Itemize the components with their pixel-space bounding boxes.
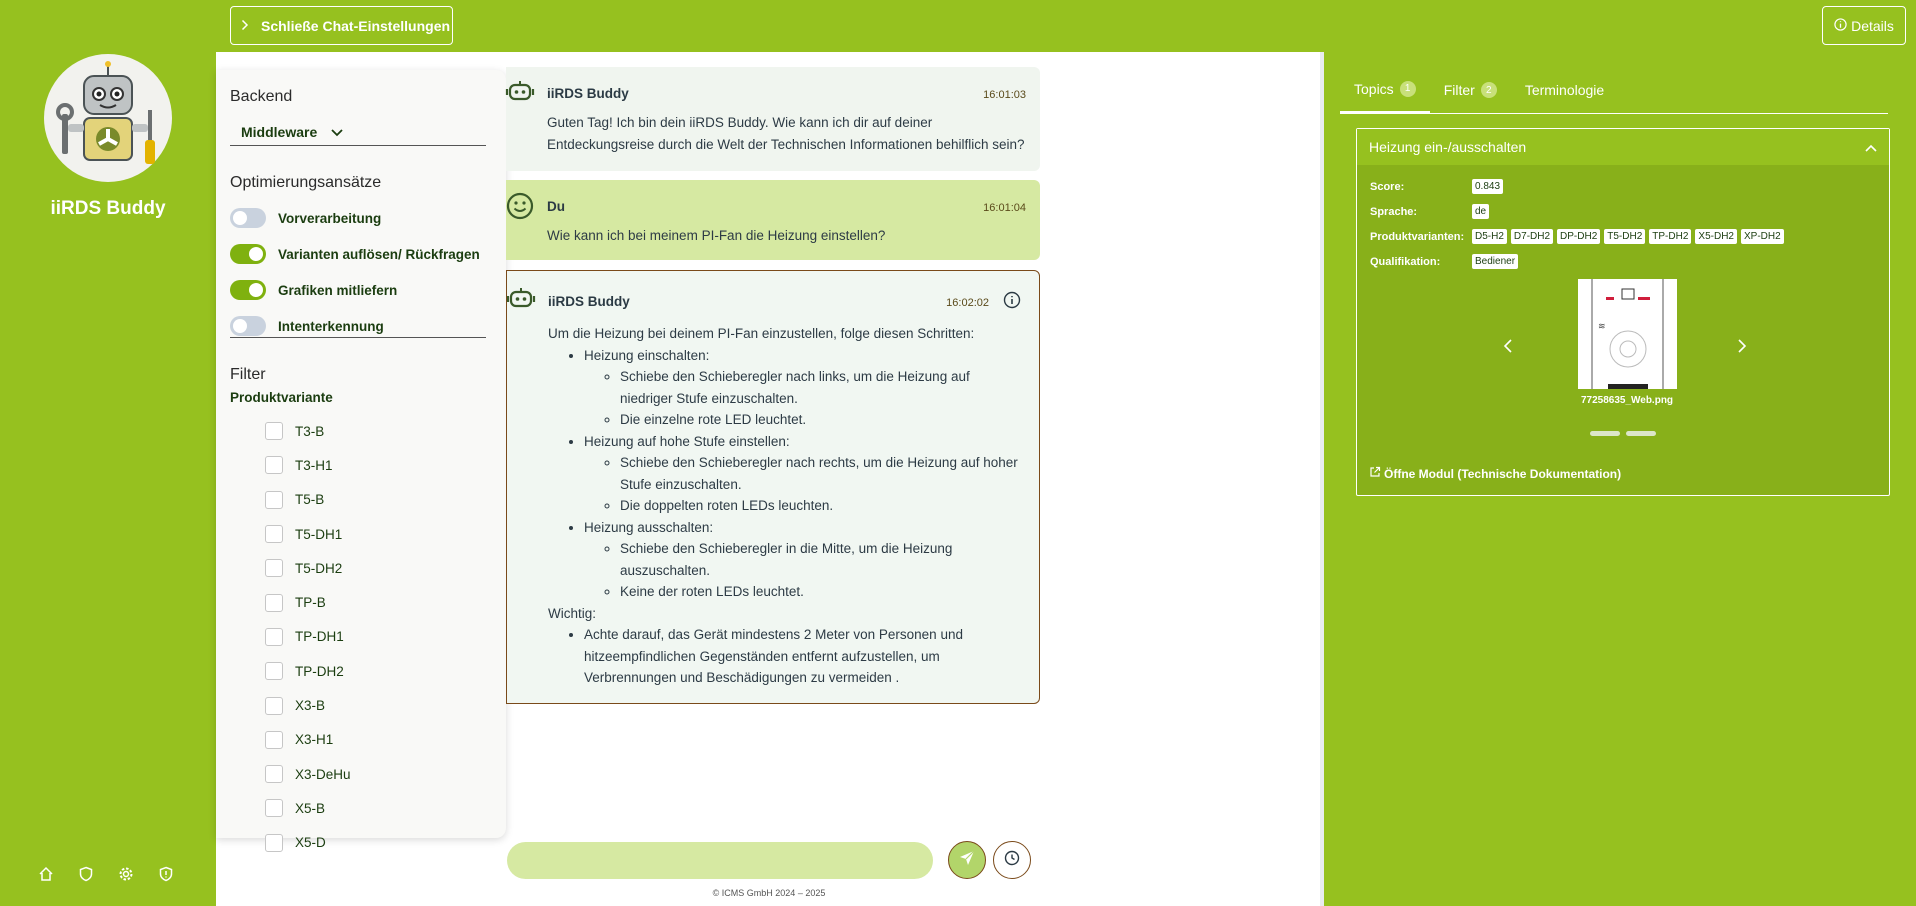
variant-checkbox-row[interactable] xyxy=(265,517,351,551)
shield-icon[interactable] xyxy=(78,866,94,882)
step-title: Heizung ausschalten: xyxy=(584,519,714,535)
variant-label: T3-B xyxy=(295,423,325,439)
variant-badge: D7-DH2 xyxy=(1511,229,1553,244)
home-icon[interactable] xyxy=(38,866,54,882)
chat-message-bot xyxy=(506,67,1040,171)
image-filename: 77258635_Web.png xyxy=(1580,395,1674,406)
toggle-switch[interactable] xyxy=(230,208,266,228)
carousel-dot[interactable] xyxy=(1590,431,1620,436)
backend-select[interactable] xyxy=(230,118,486,146)
meta-key: Qualifikation: xyxy=(1370,255,1441,268)
chat-settings-panel xyxy=(216,70,506,851)
message-time: 16:02:02 xyxy=(946,297,989,309)
robot-icon xyxy=(506,79,534,110)
robot-avatar xyxy=(44,54,172,182)
details-tabs xyxy=(1340,66,1888,114)
filter-label: Filter xyxy=(230,366,266,383)
topic-card xyxy=(1356,128,1890,496)
checkbox[interactable] xyxy=(265,628,283,646)
list-item: ◦ Keine der roten LEDs leuchtet. xyxy=(620,581,1025,603)
toggle-row[interactable] xyxy=(230,236,486,272)
footer-copyright: © ICMS GmbH 2024 – 2025 xyxy=(712,888,826,898)
variant-label: TP-DH1 xyxy=(295,629,344,645)
checkbox[interactable] xyxy=(265,834,283,852)
list-item: ◦ Die doppelten roten LEDs leuchten. xyxy=(620,495,1025,517)
variant-checkbox-row[interactable] xyxy=(265,688,351,722)
robot-icon xyxy=(507,286,535,317)
language-badge: de xyxy=(1472,204,1489,219)
variant-badge: TP-DH2 xyxy=(1649,229,1691,244)
note-label: Wichtig: xyxy=(548,605,597,621)
count-badge: 1 xyxy=(1400,81,1416,97)
variant-checkbox-row[interactable] xyxy=(265,826,351,860)
tab-terminology[interactable] xyxy=(1511,66,1618,114)
variant-badge: XP-DH2 xyxy=(1741,229,1784,244)
meta-key: Score: xyxy=(1370,180,1405,193)
variant-label: X5-B xyxy=(295,800,326,816)
toggle-label: Vorverarbeitung xyxy=(278,210,382,226)
history-button[interactable] xyxy=(993,841,1031,879)
variant-label: T5-DH1 xyxy=(295,526,343,542)
open-module-label: Öffne Modul (Technische Dokumentation) xyxy=(1384,466,1622,481)
checkbox[interactable] xyxy=(265,456,283,474)
score-row xyxy=(1370,179,1503,194)
step-title: Heizung auf hohe Stufe einstellen: xyxy=(584,433,790,449)
variants-row xyxy=(1370,229,1784,244)
smiley-icon xyxy=(506,192,534,227)
variant-checklist xyxy=(265,414,351,860)
tab-label: Terminologie xyxy=(1524,82,1605,98)
message-text: Wie kann ich bei meinem PI-Fan die Heizung einstellen? xyxy=(547,228,886,243)
carousel-indicators xyxy=(1590,431,1656,436)
toggle-row[interactable] xyxy=(230,272,486,308)
list-item: ◦ Die einzelne rote LED leuchtet. xyxy=(620,409,1025,431)
carousel-next-icon[interactable] xyxy=(1737,337,1747,360)
message-time: 16:01:04 xyxy=(983,202,1026,214)
open-module-link[interactable] xyxy=(1369,466,1621,481)
list-item: ◦ Schiebe den Schieberegler in die Mitte, um die Heizung auszuschalten. xyxy=(620,538,1025,581)
language-row xyxy=(1370,204,1489,219)
chevron-down-icon xyxy=(331,124,343,140)
info-icon[interactable] xyxy=(1003,291,1021,316)
list-item: ◦ Schiebe den Schieberegler nach rechts, um die Heizung auf hoher Stufe einzuschalten. xyxy=(620,452,1025,495)
carousel-dot[interactable] xyxy=(1626,431,1656,436)
list-item xyxy=(584,431,1025,517)
list-item: ◦ Schiebe den Schieberegler nach links, um die Heizung auf niedriger Stufe einzuschalten. xyxy=(620,366,1025,409)
close-settings-label: Schließe Chat-Einstellungen xyxy=(261,17,451,34)
variant-checkbox-row[interactable] xyxy=(265,585,351,619)
optimization-toggles xyxy=(230,200,486,344)
message-author: iiRDS Buddy xyxy=(548,294,630,309)
product-variant-label: Produktvariante xyxy=(230,390,333,405)
checkbox[interactable] xyxy=(265,765,283,783)
variant-checkbox-row[interactable] xyxy=(265,483,351,517)
external-link-icon xyxy=(1369,466,1381,481)
gear-icon[interactable] xyxy=(118,866,134,882)
tab-topics[interactable] xyxy=(1340,66,1430,114)
carousel-prev-icon[interactable] xyxy=(1503,337,1513,360)
list-item xyxy=(584,345,1025,431)
toggle-label: Grafiken mitliefern xyxy=(278,282,398,298)
step-title: Heizung einschalten: xyxy=(584,347,710,363)
variant-label: X3-DeHu xyxy=(295,766,351,782)
toggle-label: Intenterkennung xyxy=(278,318,384,334)
toggle-label: Varianten auflösen/ Rückfragen xyxy=(278,246,480,262)
variant-label: X3-B xyxy=(295,698,326,714)
shield-check-icon[interactable] xyxy=(158,866,174,882)
variant-label: TP-DH2 xyxy=(295,663,344,679)
checkbox[interactable] xyxy=(265,799,283,817)
backend-label: Backend xyxy=(230,88,293,105)
chevron-right-icon xyxy=(241,18,249,34)
divider xyxy=(230,337,486,338)
details-panel xyxy=(1324,52,1916,906)
backend-value: Middleware xyxy=(241,123,318,140)
info-icon xyxy=(1834,18,1847,34)
message-author: iiRDS Buddy xyxy=(547,86,629,101)
variant-label: X3-H1 xyxy=(295,732,334,748)
tab-filter[interactable] xyxy=(1430,66,1511,114)
variant-badge: DP-DH2 xyxy=(1557,229,1600,244)
checkbox[interactable] xyxy=(265,525,283,543)
checkbox[interactable] xyxy=(265,594,283,612)
list-item: • Achte darauf, das Gerät mindestens 2 Meter von Personen und hitzeempfindlichen Gegenständen entfernt aufzustellen, um Verbrennungen und Beschädigungen zu vermeiden . xyxy=(584,624,1025,689)
variant-label: T3-H1 xyxy=(295,457,333,473)
checkbox[interactable] xyxy=(265,731,283,749)
close-settings-button[interactable] xyxy=(230,6,453,45)
variant-checkbox-row[interactable] xyxy=(265,757,351,791)
checkbox[interactable] xyxy=(265,697,283,715)
svg-text:≋: ≋ xyxy=(1598,322,1606,332)
list-item xyxy=(584,517,1025,603)
variant-badge: T5-DH2 xyxy=(1604,229,1645,244)
variant-label: X5-D xyxy=(295,835,326,851)
message-text xyxy=(548,323,1025,689)
topic-card-header[interactable] xyxy=(1357,129,1889,165)
topic-title: Heizung ein-/ausschalten xyxy=(1369,139,1527,155)
tab-label: Topics xyxy=(1354,80,1394,97)
qualification-row xyxy=(1370,254,1518,269)
message-text: Guten Tag! Ich bin dein iiRDS Buddy. Wie kann ich dir auf deiner Entdeckungsreise durch die Welt der Technischen Informationen behilflich sein? xyxy=(547,115,1025,152)
message-time: 16:01:03 xyxy=(983,89,1026,101)
variant-checkbox-row[interactable] xyxy=(265,551,351,585)
variant-checkbox-row[interactable] xyxy=(265,448,351,482)
score-badge: 0.843 xyxy=(1472,179,1503,194)
meta-key: Produktvarianten: xyxy=(1370,230,1465,243)
tab-label: Filter xyxy=(1443,82,1475,98)
steps-list xyxy=(584,345,1025,603)
send-button[interactable] xyxy=(948,841,986,879)
toggle-row[interactable] xyxy=(230,308,486,344)
details-label: Details xyxy=(1851,17,1894,34)
toggle-switch[interactable] xyxy=(230,244,266,264)
variant-checkbox-row[interactable] xyxy=(265,414,351,448)
meta-key: Sprache: xyxy=(1370,205,1418,218)
note-list xyxy=(584,624,1025,689)
variant-label: T5-B xyxy=(295,492,325,508)
clock-icon xyxy=(1004,850,1020,871)
checkbox[interactable] xyxy=(265,422,283,440)
details-button[interactable] xyxy=(1822,6,1906,45)
chat-message-bot xyxy=(506,270,1040,704)
count-badge: 2 xyxy=(1481,82,1497,98)
variant-badge: D5-H2 xyxy=(1472,229,1507,244)
left-rail xyxy=(0,0,216,906)
brand-name: iiRDS Buddy xyxy=(50,198,166,219)
chat-input[interactable] xyxy=(507,842,933,879)
checkbox[interactable] xyxy=(265,662,283,680)
send-icon xyxy=(958,849,976,872)
message-author: Du xyxy=(547,199,565,214)
chevron-up-icon xyxy=(1865,139,1877,155)
chat-message-user xyxy=(506,180,1040,260)
variant-checkbox-row[interactable] xyxy=(265,654,351,688)
qualification-badge: Bediener xyxy=(1472,254,1518,269)
variant-checkbox-row[interactable] xyxy=(265,723,351,757)
optimization-label: Optimierungsansätze xyxy=(230,174,382,191)
variant-checkbox-row[interactable] xyxy=(265,791,351,825)
variant-badge: X5-DH2 xyxy=(1695,229,1737,244)
toggle-switch[interactable] xyxy=(230,280,266,300)
toggle-row[interactable] xyxy=(230,200,486,236)
answer-intro: Um die Heizung bei deinem PI-Fan einzustellen, folge diesen Schritten: xyxy=(548,326,975,341)
device-image[interactable] xyxy=(1578,279,1677,389)
variant-checkbox-row[interactable] xyxy=(265,620,351,654)
variant-label: TP-B xyxy=(295,595,326,611)
toggle-switch[interactable] xyxy=(230,316,266,336)
variant-label: T5-DH2 xyxy=(295,560,343,576)
checkbox[interactable] xyxy=(265,559,283,577)
checkbox[interactable] xyxy=(265,491,283,509)
